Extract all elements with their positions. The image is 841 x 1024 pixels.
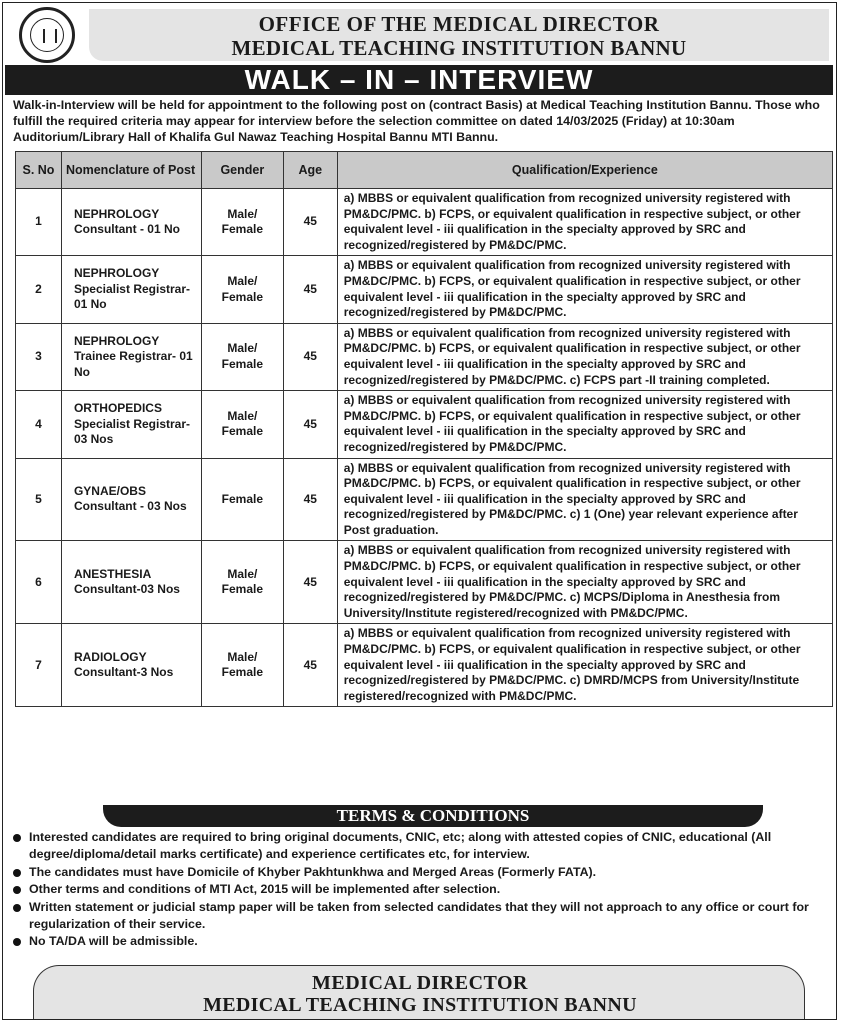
row-qualification: a) MBBS or equivalent qualification from recognized university registered with PM&DC/PMC. b) FCPS, or equivalent qualification in respective subject, or other equivalent level - iii qualification in the specialty approved by SRC and recognized/registered by PM&DC/PMC. c) 1 (One) year relevant experience after Post graduation.: [337, 458, 832, 541]
row-gender: Male/ Female: [201, 624, 283, 707]
institution-title: MEDICAL TEACHING INSTITUTION BANNU: [231, 36, 687, 60]
row-post: ANESTHESIA Consultant-03 Nos: [61, 541, 201, 624]
list-item: [9, 829, 831, 864]
row-gender: Male/ Female: [201, 541, 283, 624]
row-sno: 5: [16, 458, 62, 541]
header: [3, 3, 835, 65]
office-title: OFFICE OF THE MEDICAL DIRECTOR: [258, 12, 660, 36]
row-age: 45: [283, 391, 337, 458]
col-header-post: Nomenclature of Post: [61, 152, 201, 189]
row-post: NEPHROLOGY Specialist Registrar- 01 No: [61, 256, 201, 323]
bullet-icon: [13, 904, 21, 912]
row-sno: 7: [16, 624, 62, 707]
bullet-icon: [13, 834, 21, 842]
row-age: 45: [283, 624, 337, 707]
row-age: 45: [283, 458, 337, 541]
list-item: [9, 933, 831, 950]
row-age: 45: [283, 541, 337, 624]
advertisement-page: [2, 2, 837, 1020]
table-header-row: [16, 152, 833, 189]
header-title-box: [89, 9, 829, 61]
col-header-gender: Gender: [201, 152, 283, 189]
table-row: [16, 323, 833, 390]
row-sno: 6: [16, 541, 62, 624]
term-text: Written statement or judicial stamp paper will be taken from selected candidates that they will not approach to any office or court for regularization of their service.: [29, 899, 809, 932]
row-qualification: a) MBBS or equivalent qualification from recognized university registered with PM&DC/PMC. b) FCPS, or equivalent qualification in respective subject, or other equivalent level - iii qualification in the specialty approved by SRC and recognized/registered by PM&DC/PMC.: [337, 189, 832, 256]
row-gender: Male/ Female: [201, 256, 283, 323]
row-post: RADIOLOGY Consultant-3 Nos: [61, 624, 201, 707]
bullet-icon: [13, 869, 21, 877]
row-qualification: a) MBBS or equivalent qualification from recognized university registered with PM&DC/PMC. b) FCPS, or equivalent qualification in respective subject, or other equivalent level - iii qualification in the specialty approved by SRC and recognized/registered by PM&DC/PMC. c) MCPS/Diploma in Anesthesia from University/Institute registered/recognized with PM&DC/PMC.: [337, 541, 832, 624]
table-row: [16, 458, 833, 541]
table-row: [16, 256, 833, 323]
row-age: 45: [283, 323, 337, 390]
row-post: NEPHROLOGY Consultant - 01 No: [61, 189, 201, 256]
footer-director: MEDICAL DIRECTOR: [312, 972, 528, 994]
row-gender: Male/ Female: [201, 189, 283, 256]
intro-paragraph: Walk-in-Interview will be held for appointment to the following post on (contract Basis) at Medical Teaching Institution Bannu. Those who fulfill the required criteria may appear for interview before the selection committee on dated 14/03/2025 (Friday) at 10:30am Auditorium/Library Hall of Khalifa Gul Nawaz Teaching Hospital Bannu MTI Bannu.: [13, 98, 820, 144]
row-post: ORTHOPEDICS Specialist Registrar- 03 Nos: [61, 391, 201, 458]
bullet-icon: [13, 886, 21, 894]
footer-signature: [33, 965, 805, 1020]
row-qualification: a) MBBS or equivalent qualification from recognized university registered with PM&DC/PMC. b) FCPS, or equivalent qualification in respective subject, or other equivalent level - iii qualification in the specialty approved by SRC and recognized/registered by PM&DC/PMC.: [337, 391, 832, 458]
table-row: [16, 391, 833, 458]
institution-logo-icon: [19, 7, 75, 63]
table-row: [16, 624, 833, 707]
term-text: No TA/DA will be admissible.: [29, 934, 198, 949]
row-age: 45: [283, 256, 337, 323]
table-row: [16, 189, 833, 256]
row-post: NEPHROLOGY Trainee Registrar- 01 No: [61, 323, 201, 390]
row-sno: 3: [16, 323, 62, 390]
table-row: [16, 541, 833, 624]
row-post: GYNAE/OBS Consultant - 03 Nos: [61, 458, 201, 541]
term-text: Other terms and conditions of MTI Act, 2015 will be implemented after selection.: [29, 882, 501, 897]
list-item: [9, 864, 831, 881]
row-sno: 1: [16, 189, 62, 256]
row-sno: 2: [16, 256, 62, 323]
col-header-qualification: Qualification/Experience: [337, 152, 832, 189]
row-gender: Female: [201, 458, 283, 541]
terms-list: [9, 829, 831, 951]
terms-title: TERMS & CONDITIONS: [103, 805, 763, 827]
posts-table: [15, 151, 833, 707]
list-item: [9, 899, 831, 934]
col-header-age: Age: [283, 152, 337, 189]
row-qualification: a) MBBS or equivalent qualification from recognized university registered with PM&DC/PMC. b) FCPS, or equivalent qualification in respective subject, or other equivalent level - iii qualification in the specialty approved by SRC and recognized/registered by PM&DC/PMC.: [337, 256, 832, 323]
walk-in-banner: WALK – IN – INTERVIEW: [5, 65, 833, 95]
row-gender: Male/ Female: [201, 391, 283, 458]
row-age: 45: [283, 189, 337, 256]
col-header-sno: S. No: [16, 152, 62, 189]
list-item: [9, 881, 831, 898]
row-qualification: a) MBBS or equivalent qualification from recognized university registered with PM&DC/PMC. b) FCPS, or equivalent qualification in respective subject, or other equivalent level - iii qualification in the specialty approved by SRC and recognized/registered by PM&DC/PMC. c) DMRD/MCPS from University/Institute registered/recognized with PM&DC/PMC.: [337, 624, 832, 707]
row-qualification: a) MBBS or equivalent qualification from recognized university registered with PM&DC/PMC. b) FCPS, or equivalent qualification in respective subject, or other equivalent level - iii qualification in the specialty approved by SRC and recognized/registered by PM&DC/PMC. c) FCPS part -II training completed.: [337, 323, 832, 390]
row-gender: Male/ Female: [201, 323, 283, 390]
footer-institution: MEDICAL TEACHING INSTITUTION BANNU: [203, 994, 637, 1016]
term-text: The candidates must have Domicile of Khyber Pakhtunkhwa and Merged Areas (Formerly FATA).: [29, 864, 597, 879]
bullet-icon: [13, 938, 21, 946]
row-sno: 4: [16, 391, 62, 458]
term-text: Interested candidates are required to bring original documents, CNIC, etc; along with attested copies of CNIC, educational (All degree/diploma/detail marks certificate) and experience certificates etc, for interview.: [29, 830, 772, 862]
